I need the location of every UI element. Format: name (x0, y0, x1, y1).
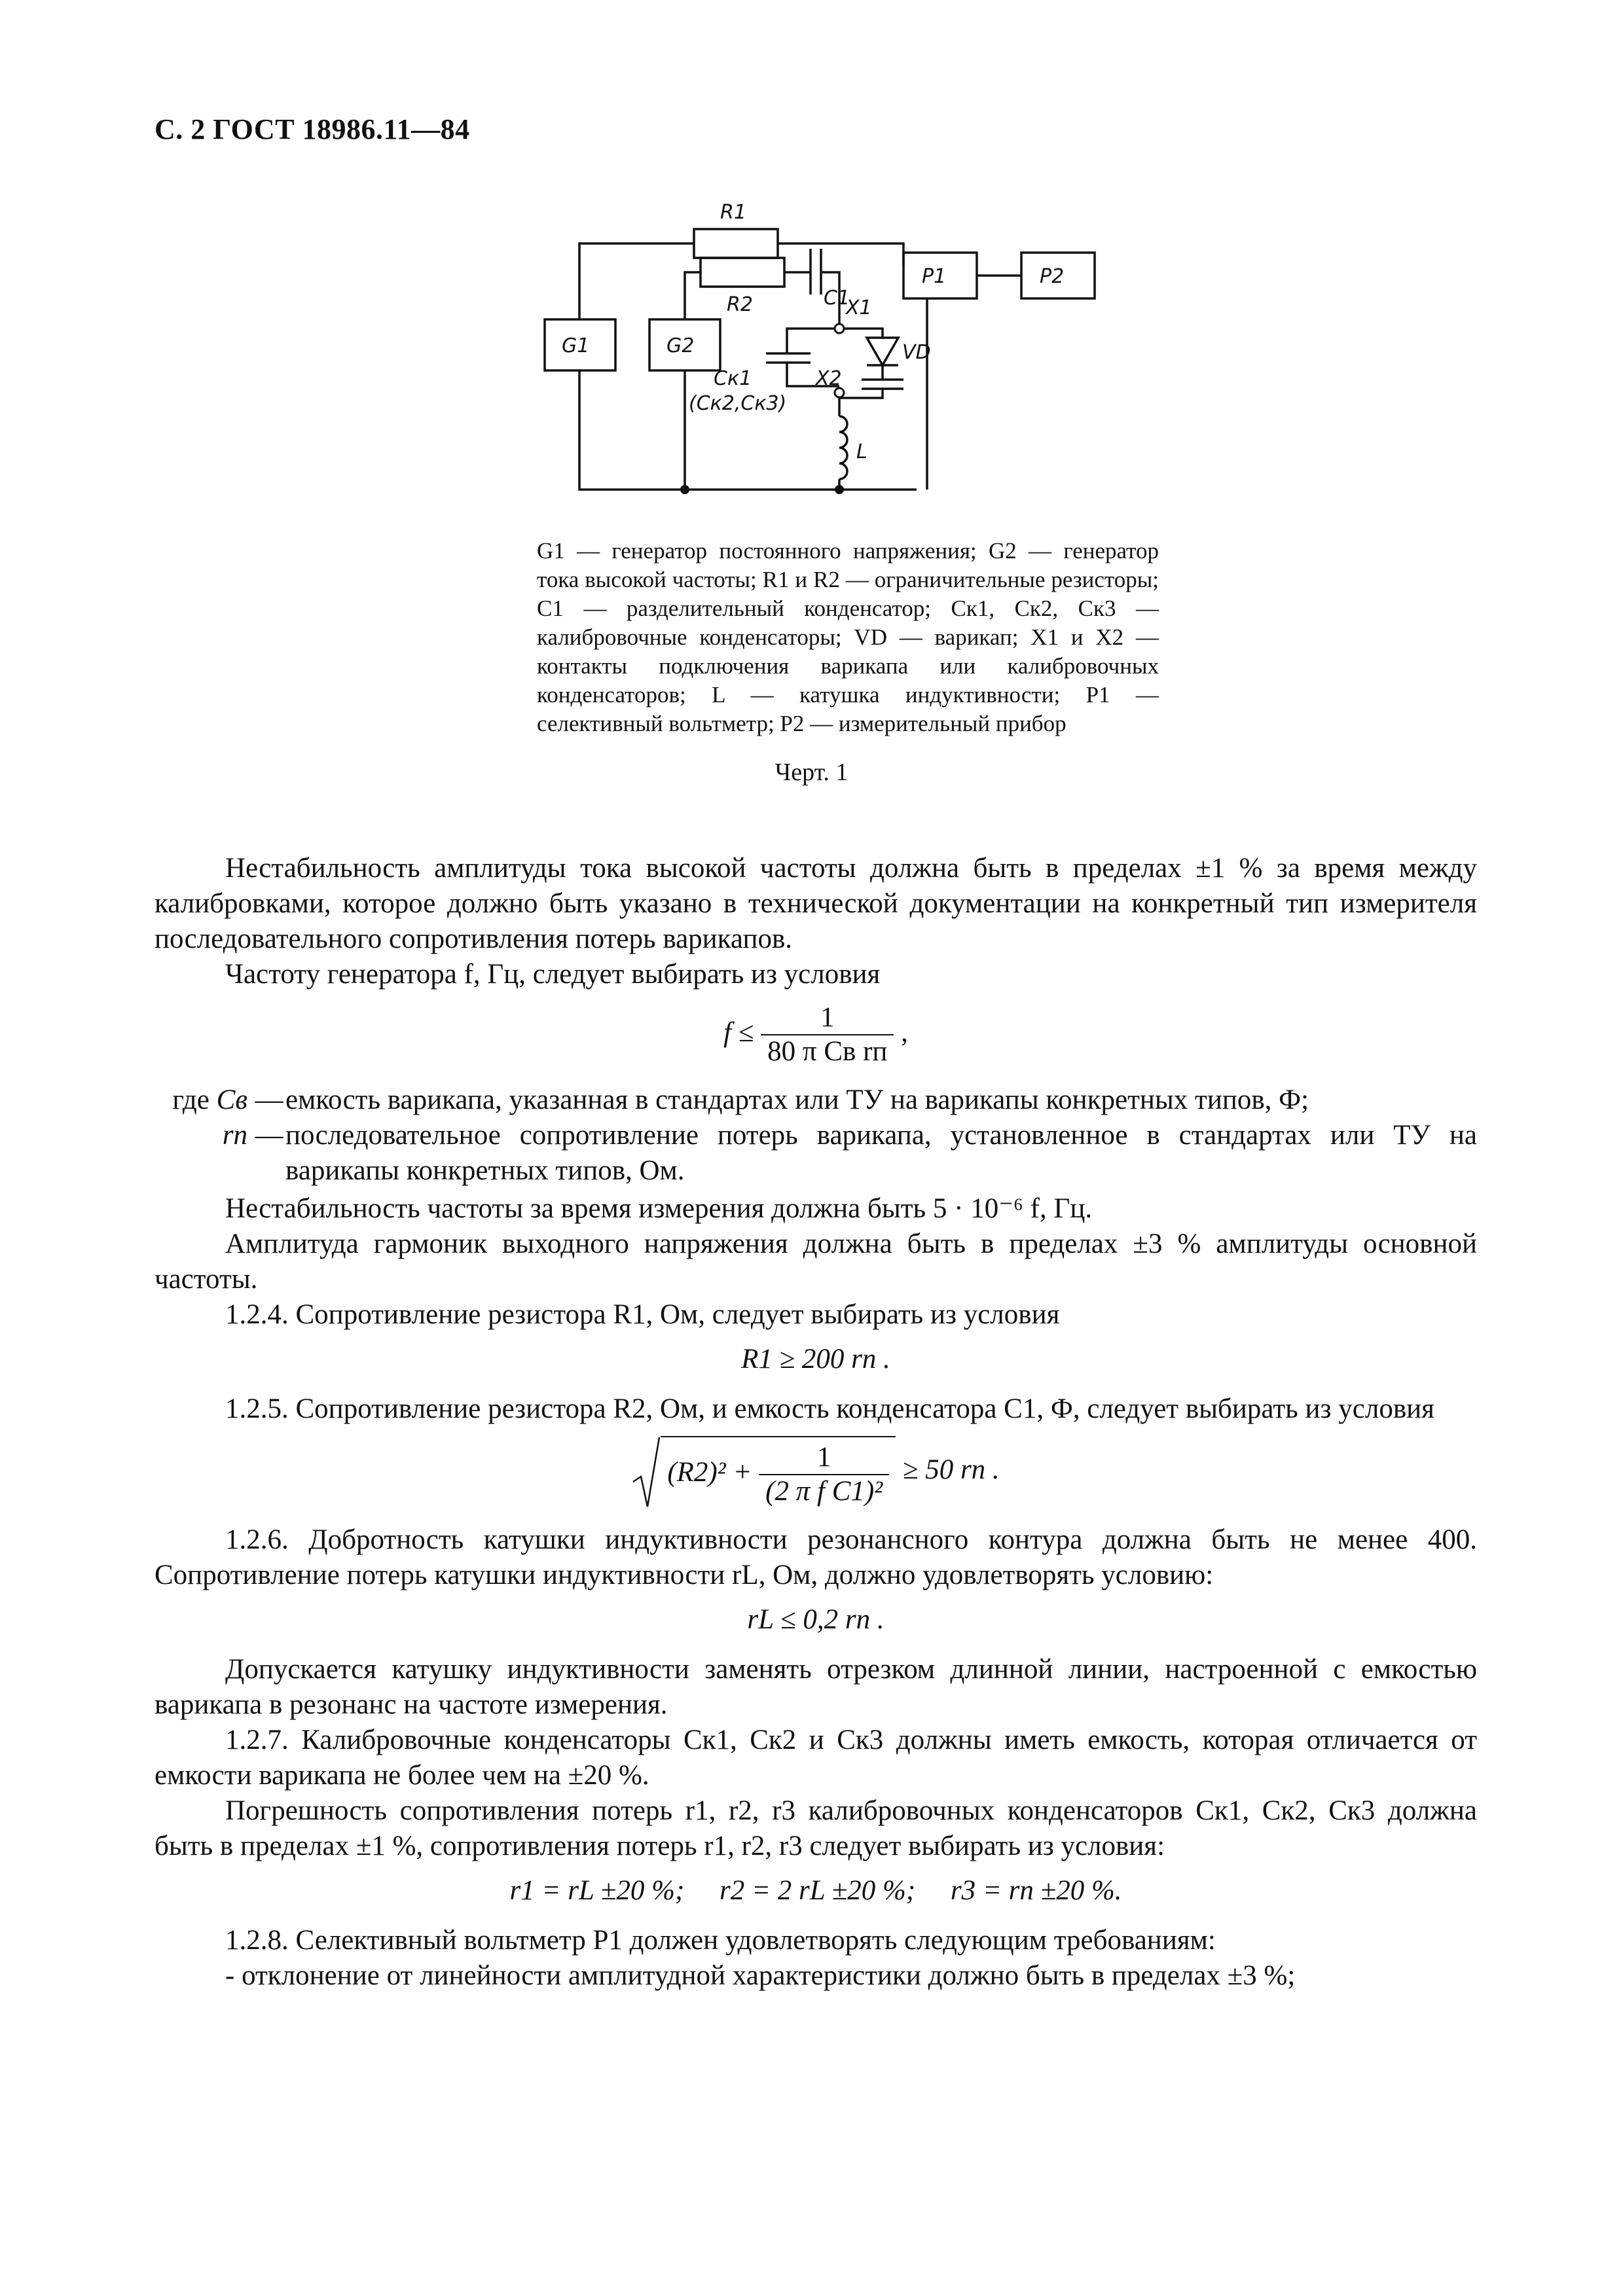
formula-c1-numerator: 1 (759, 1441, 889, 1475)
definition-2: последовательное сопротивление потерь варикапа, установленное в стандартах или ТУ на варикапы конкретных типов, Ом. (285, 1120, 1477, 1186)
label-ck1: Cк1 (714, 367, 752, 390)
main-text (155, 851, 1477, 1994)
formula-frequency-fraction (761, 1001, 894, 1068)
label-g2: G2 (666, 334, 695, 357)
label-r2: R2 (727, 293, 753, 316)
formula-sqrt-body (661, 1436, 896, 1508)
figure-legend: G1 — генератор постоянного напряжения; G2 — генератор тока высокой частоты; R1 и R2 — ограничительные резисторы; C1 — разделительный конденсатор; Cк1, Cк2, Cк3 — калибровочные конденсаторы; VD — варикап; X1 и X2 — контакты подключения варикапа или калибровочных конденсаторов; L — катушка индуктивности; P1 — селективный вольтметр; P2 — измерительный прибор (537, 538, 1159, 736)
formula-sqrt (632, 1436, 896, 1508)
label-vd: VD (902, 341, 931, 364)
paragraph-4: Амплитуда гармоник выходного напряжения должна быть в пределах ±3 % амплитуды основной частоты. (155, 1229, 1477, 1295)
wire-g2-top (685, 272, 701, 319)
circuit-diagram (511, 190, 1106, 530)
definition-where: где Cв (172, 1085, 247, 1115)
label-p1: P1 (922, 265, 947, 288)
paragraph-2: Частоту генератора f, Гц, следует выбирать из условия (225, 959, 881, 990)
paragraph-12: - отклонение от линейности амплитудной характеристики должно быть в пределах ±3 %; (225, 1960, 1296, 1991)
label-x2: X2 (816, 367, 842, 390)
wire-top (579, 243, 694, 319)
formula-frequency-tail: , (901, 1016, 908, 1048)
page-header: С. 2 ГОСТ 18986.11—84 (155, 113, 470, 145)
paragraph-9: 1.2.7. Калибровочные конденсаторы Cк1, Cк2 и Cк3 должны иметь емкость, которая отличается от емкости варикапа не более чем на ±20 %. (155, 1725, 1477, 1791)
formula-frequency-denominator: 80 π Cв rп (767, 1036, 888, 1067)
paragraph-1: Нестабильность амплитуды тока высокой частоты должна быть в пределах ±1 % за время между калибровками, которое должно быть указано в технической документации на конкретный тип измерителя последовательного сопротивления потерь варикапов. (155, 853, 1477, 954)
definition-1: емкость варикапа, указанная в стандартах или ТУ на варикапы конкретных типов, Ф; (285, 1085, 1309, 1115)
label-r1: R1 (720, 201, 746, 224)
formula-c1-fraction (759, 1441, 889, 1508)
definition-dash-2: — (255, 1120, 283, 1151)
formula-frequency-lhs: f ≤ (723, 1016, 754, 1048)
formula-r123: r1 = rL ±20 %; r2 = 2 rL ±20 %; r3 = rп ±20 %. (509, 1875, 1122, 1906)
paragraph-7: 1.2.6. Добротность катушки индуктивности резонансного контура должна быть не менее 400. Сопротивление потерь катушки индуктивности rL, Ом, должно удовлетворять условию: (155, 1524, 1477, 1590)
label-ck23: (Cк2,Cк3) (689, 392, 787, 415)
formula-r1: R1 ≥ 200 rп . (741, 1344, 890, 1374)
label-l: L (856, 440, 867, 463)
formula-frequency (155, 1001, 1477, 1068)
figure-caption: Черт. 1 (775, 759, 848, 786)
paragraph-6: 1.2.5. Сопротивление резистора R2, Ом, и емкость конденсатора C1, Ф, следует выбирать из условия (225, 1393, 1434, 1424)
label-c1: C1 (824, 287, 850, 310)
formula-r2-tail: ≥ 50 rп . (902, 1454, 1000, 1485)
formula-rl: rL ≤ 0,2 rп . (747, 1604, 884, 1635)
paragraph-5: 1.2.4. Сопротивление резистора R1, Ом, следует выбирать из условия (225, 1299, 1060, 1330)
sqrt-sign-icon (632, 1436, 661, 1508)
label-g1: G1 (562, 334, 590, 357)
formula-c1-denominator: (2 π f C1)² (765, 1476, 883, 1507)
resistor-r2 (701, 258, 784, 287)
paragraph-3: Нестабильность частоты за время измерения должна быть 5 · 10⁻⁶ f, Гц. (225, 1193, 1093, 1224)
formula-frequency-numerator: 1 (761, 1001, 894, 1035)
definition-2-symbol: rп (222, 1120, 247, 1151)
wire-r1-right (778, 243, 903, 265)
paragraph-10: Погрешность сопротивления потерь r1, r2, r3 калибровочных конденсаторов Cк1, Cк2, Cк3 должна быть в пределах ±1 %, сопротивления потерь r1, r2, r3 следует выбирать из условия: (155, 1795, 1477, 1861)
inductor-l (839, 416, 847, 479)
paragraph-11: 1.2.8. Селективный вольтметр P1 должен удовлетворять следующим требованиям: (225, 1925, 1216, 1956)
resistor-r1 (694, 229, 778, 258)
definition-dash-1: — (255, 1085, 283, 1115)
label-p2: P2 (1040, 265, 1065, 288)
formula-r2-term: (R2)² + (667, 1456, 752, 1488)
label-x1: X1 (846, 296, 872, 319)
paragraph-8: Допускается катушку индуктивности заменять отрезком длинной линии, настроенной с емкостью варикапа в резонанс на частоте измерения. (155, 1654, 1477, 1720)
formula-r2-c1 (155, 1436, 1477, 1508)
definitions (155, 1083, 1477, 1189)
varicap-vd (867, 338, 898, 365)
